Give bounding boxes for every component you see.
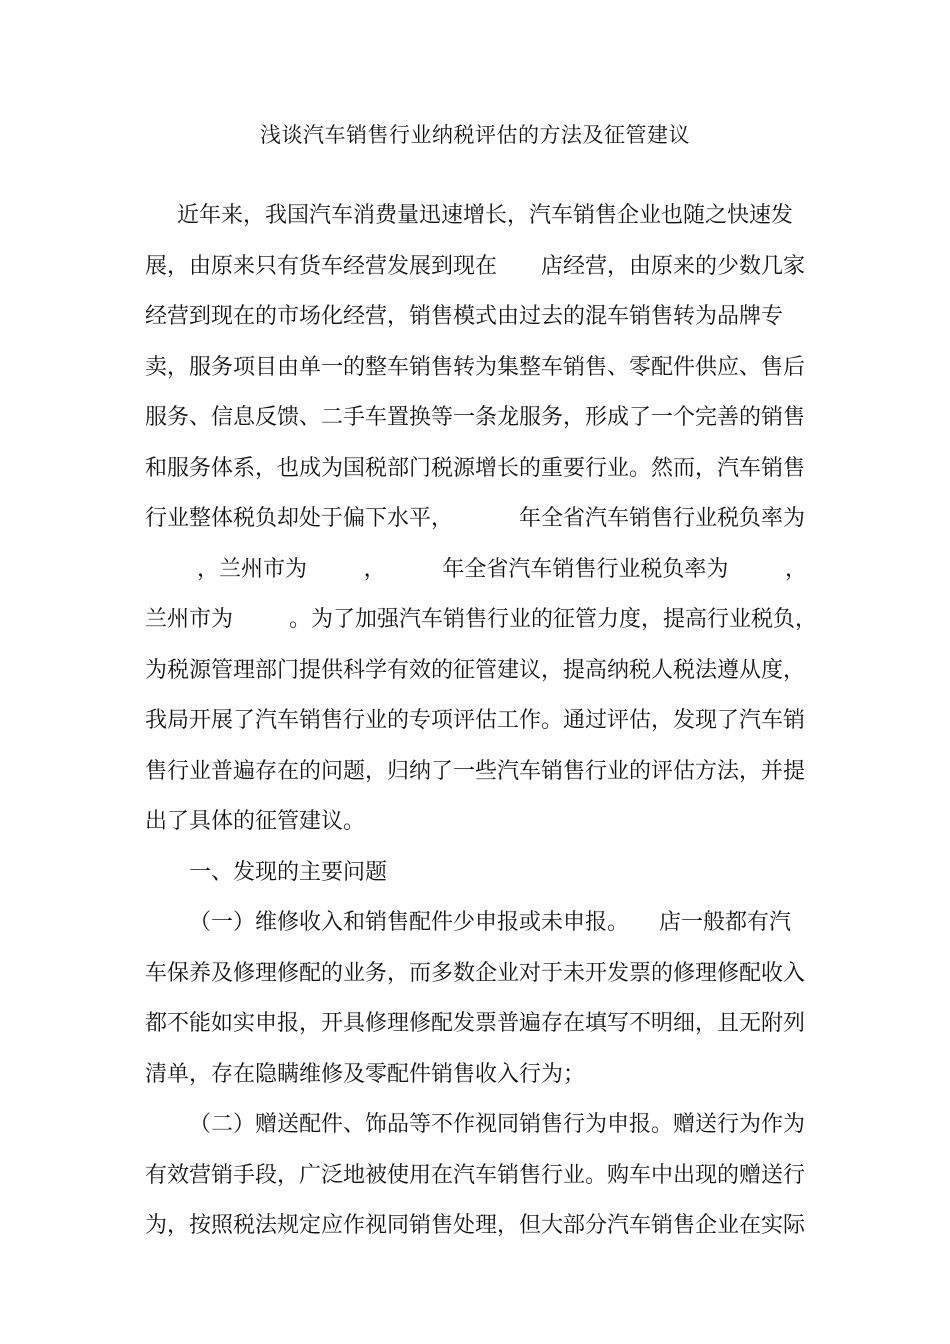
text-line: 服务、信息反馈、二手车置换等一条龙服务，形成了一个完善的销售	[145, 405, 806, 430]
text-line: 卖，服务项目由单一的整车销售转为集整车销售、零配件供应、售后	[145, 354, 806, 380]
text-line	[145, 242, 807, 293]
text-segment: 兰州市为	[145, 607, 234, 632]
text-line: 都不能如实申报，开具修理修配发票普遍存在填写不明细，且无附列	[145, 1011, 806, 1036]
text-segment: （一）维修收入和销售配件少申报或未申报。	[189, 910, 630, 935]
document-body	[145, 191, 818, 1252]
section-heading: 一、发现的主要问题	[189, 859, 388, 885]
text-segment: 店一般都有汽	[659, 910, 792, 935]
text-segment: 年全省汽车销售行业税负率为	[519, 506, 806, 531]
text-segment: 展，由原来只有货车经营发展到现在	[145, 253, 498, 279]
text-segment: ，	[363, 556, 386, 582]
text-line: 清单，存在隐瞒维修及零配件销售收入行为；	[145, 1061, 586, 1087]
text-line: 我局开展了汽车销售行业的专项评估工作。通过评估，发现了汽车销	[145, 708, 806, 733]
text-line: 出了具体的征管建议。	[145, 809, 366, 834]
text-segment: 行业整体税负却处于偏下水平，	[145, 506, 454, 531]
text-line: （二）赠送配件、饰品等不作视同销售行为申报。赠送行为作为	[189, 1112, 806, 1137]
text-line: 有效营销手段，广泛地被使用在汽车销售行业。购车中出现的赠送行	[145, 1162, 806, 1188]
document-title: 浅谈汽车销售行业纳税评估的方法及征管建议	[260, 123, 690, 147]
text-line: 近年来，我国汽车消费量迅速增长，汽车销售企业也随之快速发	[177, 203, 794, 228]
text-line: 和服务体系，也成为国税部门税源增长的重要行业。然而，汽车销售	[145, 455, 806, 481]
text-line	[145, 595, 818, 646]
text-line: 为，按照税法规定应作视同销售处理，但大部分汽车销售企业在实际	[145, 1213, 806, 1238]
text-line: 为税源管理部门提供科学有效的征管建议，提高纳税人税法遵从度，	[145, 657, 806, 683]
text-line	[145, 494, 807, 545]
text-line: 售行业普遍存在的问题，归纳了一些汽车销售行业的评估方法，并提	[145, 758, 806, 784]
text-segment: 店经营，由原来的少数几家	[541, 253, 806, 279]
text-line: 经营到现在的市场化经营，销售模式由过去的混车销售转为品牌专	[145, 304, 784, 329]
text-line	[145, 898, 807, 949]
text-line: 车保养及修理修配的业务，而多数企业对于未开发票的修理修配收入	[145, 960, 806, 986]
text-segment: 。为了加强汽车销售行业的征管力度，提高行业税负，	[289, 607, 818, 632]
text-segment: ，	[784, 556, 807, 582]
text-segment: ，兰州市为	[197, 556, 308, 582]
text-segment: 年全省汽车销售行业税负率为	[442, 556, 729, 582]
text-line	[145, 545, 807, 596]
